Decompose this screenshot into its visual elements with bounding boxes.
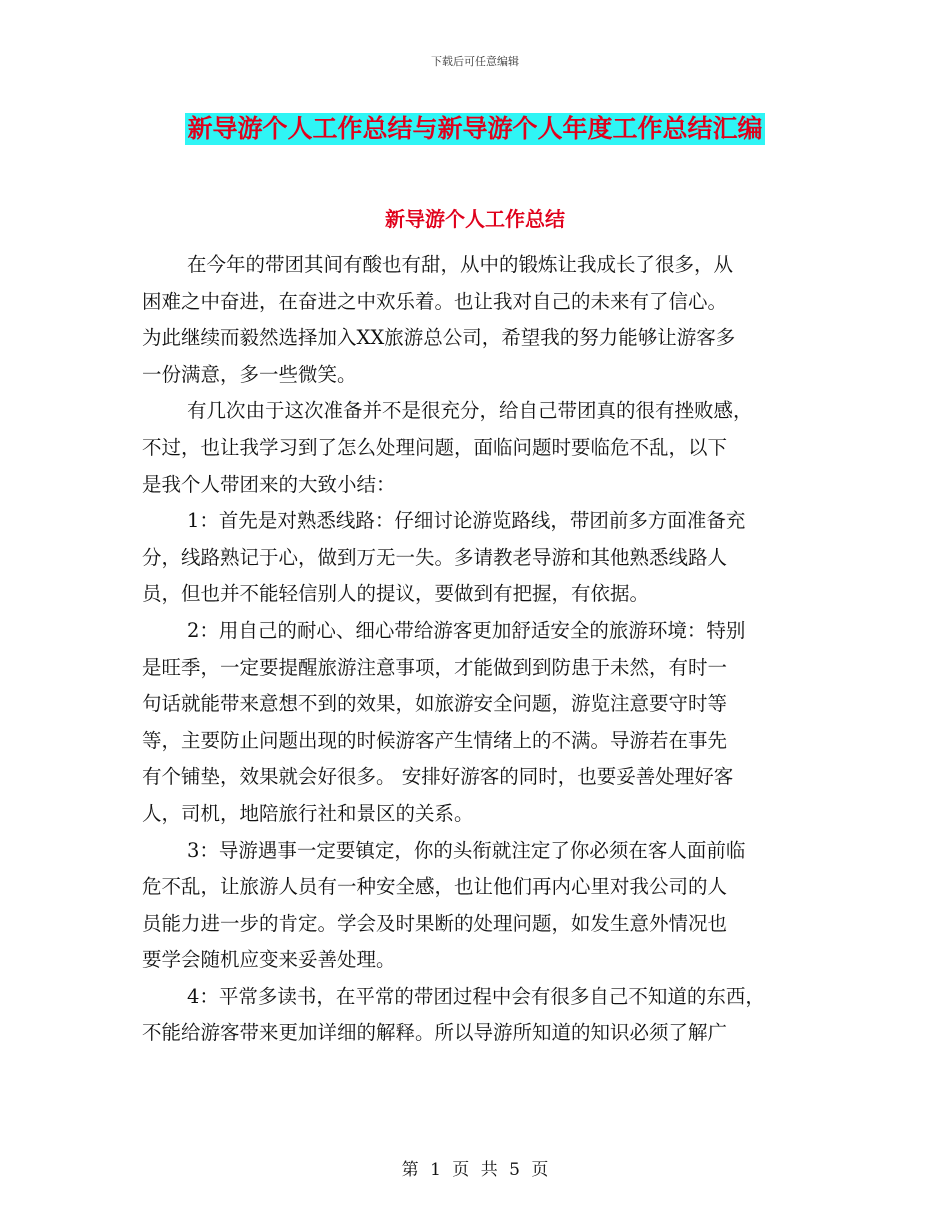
paragraph — [142, 503, 810, 613]
paragraph-line: 危不乱，让旅游人员有一种安全感，也让他们再内心里对我公司的人 — [142, 875, 728, 899]
main-title-wrap — [0, 113, 950, 145]
paragraph-line: 是我个人带团来的大致小结： — [142, 472, 396, 496]
section-title: 新导游个人工作总结 — [385, 207, 565, 231]
paragraph-line: 不过，也让我学习到了怎么处理问题，面临问题时要临危不乱，以下 — [142, 435, 728, 459]
paragraph-line: 1：首先是对熟悉线路：仔细讨论游览路线，带团前多方面准备充 — [187, 509, 746, 533]
paragraph-line: 等，主要防止问题出现的时候游客产生情绪上的不满。导游若在事先 — [142, 728, 728, 752]
page-footer: 第 1 页 共 5 页 — [401, 1160, 549, 1180]
paragraph-line: 有个铺垫，效果就会好很多。 安排好游客的同时，也要妥善处理好客 — [142, 765, 734, 789]
paragraph-line: 不能给游客带来更加详细的解释。所以导游所知道的知识必须了解广 — [142, 1021, 728, 1045]
paragraph-line: 是旺季，一定要提醒旅游注意事项，才能做到到防患于未然，有时一 — [142, 655, 728, 679]
paragraph — [142, 979, 810, 1052]
paragraph-line: 4：平常多读书，在平常的带团过程中会有很多自己不知道的东西， — [187, 984, 765, 1008]
paragraph — [142, 393, 810, 503]
paragraph-line: 员，但也并不能轻信别人的提议，要做到有把握，有依据。 — [142, 582, 650, 606]
paragraph — [142, 833, 810, 979]
paragraph-line: 2：用自己的耐心、细心带给游客更加舒适安全的旅游环境：特别 — [187, 618, 746, 642]
paragraph-line: 有几次由于这次准备并不是很充分，给自己带团真的很有挫败感， — [187, 399, 753, 423]
paragraph-line: 人，司机，地陪旅行社和景区的关系。 — [142, 801, 474, 825]
document-title: 新导游个人工作总结与新导游个人年度工作总结汇编 — [187, 114, 763, 143]
paragraph-line: 3：导游遇事一定要镇定，你的头衔就注定了你必须在客人面前临 — [187, 838, 746, 862]
paragraph — [142, 247, 810, 393]
paragraph-line: 一份满意，多一些微笑。 — [142, 362, 357, 386]
paragraph-line: 分，线路熟记于心，做到万无一失。多请教老导游和其他熟悉线路人 — [142, 545, 728, 569]
document-body — [142, 247, 810, 1052]
paragraph — [142, 613, 810, 833]
paragraph-line: 要学会随机应变来妥善处理。 — [142, 948, 396, 972]
paragraph-line: 困难之中奋进，在奋进之中欢乐着。也让我对自己的未来有了信心。 — [142, 289, 728, 313]
header-note: 下载后可任意编辑 — [431, 55, 519, 68]
paragraph-line: 在今年的带团其间有酸也有甜，从中的锻炼让我成长了很多，从 — [187, 253, 734, 276]
paragraph-line: 句话就能带来意想不到的效果，如旅游安全问题，游览注意要守时等 — [142, 692, 728, 716]
paragraph-line: 为此继续而毅然选择加入XX旅游总公司，希望我的努力能够让游客多 — [142, 326, 736, 350]
paragraph-line: 员能力进一步的肯定。学会及时果断的处理问题，如发生意外情况也 — [142, 911, 728, 935]
